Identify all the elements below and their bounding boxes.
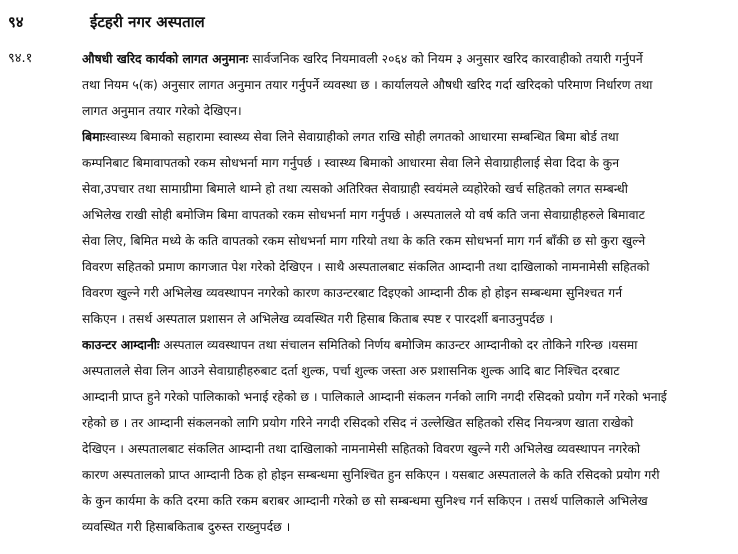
para1-line: तथा नियम ५(क) अनुसार लागत अनुमान तयार गर्नुपर्ने व्यवस्था छ । कार्यालयले औषधी खरिद गर्दा खरिदको परिमाण निर्धारण तथा xyxy=(82,78,653,92)
para2-line: विवरण खुल्ने गरी अभिलेख व्यवस्थापन नगरेको कारण काउन्टरबाट दिइएको आम्दानी ठीक हो होइन सम्बन्धमा सुनिश्चत गर्न xyxy=(82,286,623,300)
section-title: ईटहरी नगर अस्पताल xyxy=(90,13,205,31)
para1-line xyxy=(82,46,730,72)
para2-label: बिमाः xyxy=(82,130,106,144)
para3-line: व्यवस्थित गरी हिसाबकिताब दुरुस्त राख्नुपर्दछ । xyxy=(82,520,291,534)
para3-line: अस्पतालले सेवा लिन आउने सेवाग्राहीहरुबाट दर्ता शुल्क, पर्चा शुल्क जस्ता अरु प्रशासनिक शुल्क आदि बाट निश्चित दरबाट xyxy=(82,364,620,378)
para3-label: काउन्टर आम्दानीः xyxy=(82,338,160,352)
para3-line: आम्दानी प्राप्त हुने गरेको पालिकाको भनाई रहेको छ । पालिकाले आम्दानी संकलन गर्नको लागि नगदी रसिदको प्रयोग गर्ने गरेको भनाई xyxy=(82,390,667,404)
section-number: ९४ xyxy=(8,13,24,31)
para1-text: सार्वजनिक खरिद नियमावली २०६४ को नियम ३ अनुसार खरिद कारवाहीको तयारी गर्नुपर्ने xyxy=(248,52,643,66)
item-number: ९४.१ xyxy=(8,51,33,66)
para2-line: सकिएन । तसर्थ अस्पताल प्रशासन ले अभिलेख व्यवस्थित गरी हिसाब किताब स्पष्ट र पारदर्शी बनाउनुपर्दछ । xyxy=(82,312,553,326)
para3-line xyxy=(82,332,730,358)
para3-line: रहेको छ । तर आम्दानी संकलनको लागि प्रयोग गरिने नगदी रसिदको रसिद नं उल्लेखित सहितको रसिद नियन्त्रण खाता राखेको xyxy=(82,416,634,430)
para2-line: कम्पनिबाट बिमावापतको रकम सोधभर्ना माग गर्नुपर्छ । स्वास्थ्य बिमाको आधारमा सेवा लिने सेवाग्राहीलाई सेवा दिदा के कुन xyxy=(82,156,620,170)
para1-line: लागत अनुमान तयार गरेको देखिएन। xyxy=(82,104,242,118)
para3-line: देखिएन । अस्पतालबाट संकलित आम्दानी तथा दाखिलाको नामनामेसी सहितको विवरण खुल्ने गरी अभिलेख व्यवस्थापन नगरेको xyxy=(82,442,641,456)
para2-line: अभिलेख राखी सोही बमोजिम बिमा वापतको रकम सोधभर्ना माग गर्नुपर्छ । अस्पतालले यो वर्ष कति जना सेवाग्राहीहरुले बिमावाट xyxy=(82,208,645,222)
para3-text: अस्पताल व्यवस्थापन तथा संचालन समितिको निर्णय बमोजिम काउन्टर आम्दानीको दर तोकिने गरिन्छ ।यसमा xyxy=(159,338,638,352)
para1-label: औषधी खरिद कार्यको लागत अनुमानः xyxy=(82,52,249,66)
para2-line: सेवा,उपचार तथा सामाग्रीमा बिमाले थाम्ने हो तथा त्यसको अतिरिक्त सेवाग्राही स्वयंमले व्यहोरेको खर्च सहितको लगत सम्बन्धी xyxy=(82,182,628,196)
para2-line xyxy=(82,124,730,150)
para3-line: के कुन कार्यमा के कति दरमा कति रकम बराबर आम्दानी गरेको छ सो सम्बन्धमा सुनिश्च गर्न सकिएन । तसर्थ पालिकाले अभिलेख xyxy=(82,494,648,508)
para2-line: सेवा लिए, बिमित मध्ये के कति वापतको रकम सोधभर्ना माग गरियो तथा के कति रकम सोधभर्ना माग गर्न बाँकी छ सो कुरा खुल्ने xyxy=(82,234,646,248)
para2-text: स्वास्थ्य बिमाको सहारामा स्वास्थ्य सेवा लिने सेवाग्राहीको लगत राखि सोही लगतको आधारमा सम्बन्धित बिमा बोर्ड तथा xyxy=(105,130,619,144)
para3-line: कारण अस्पतालको प्राप्त आम्दानी ठिक हो होइन सम्बन्धमा सुनिश्चित हुन सकिएन । यसबाट अस्पतालले के कति रसिदको प्रयोग गरी xyxy=(82,468,660,482)
item-content xyxy=(82,46,730,540)
section-heading xyxy=(8,10,205,34)
para2-line: विवरण सहितको प्रमाण कागजात पेश गरेको देखिएन । साथै अस्पतालबाट संकलित आम्दानी तथा दाखिलाको नामनामेसी सहितको xyxy=(82,260,650,274)
